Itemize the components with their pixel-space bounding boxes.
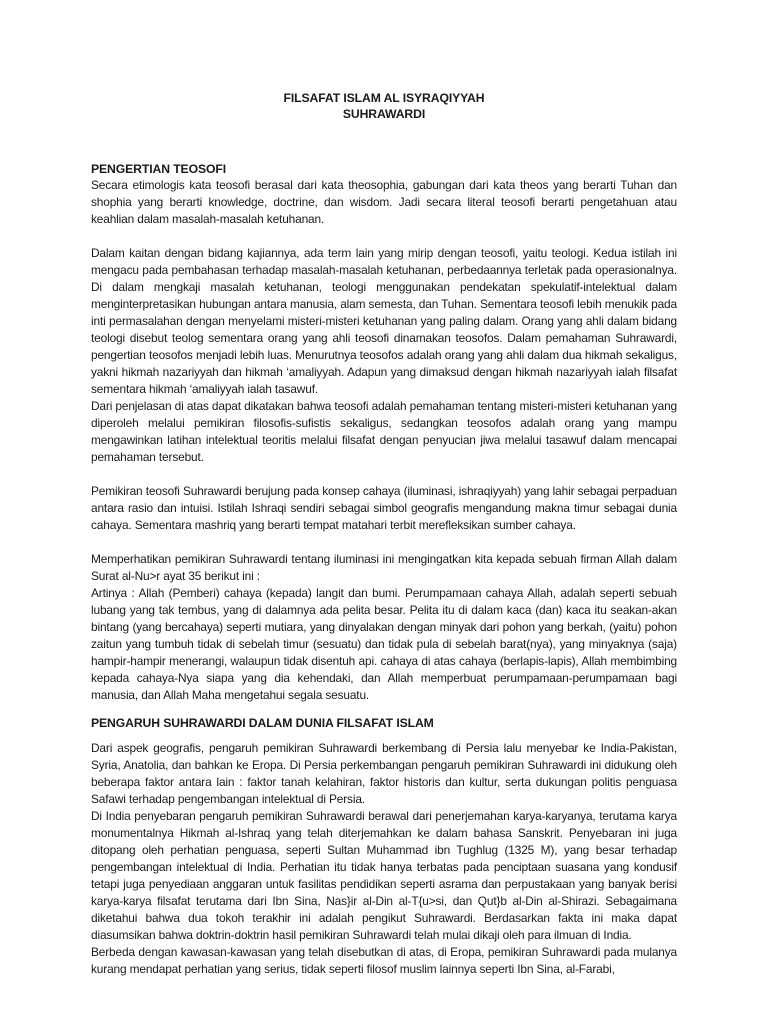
paragraph: Pemikiran teosofi Suhrawardi berujung pada konsep cahaya (iluminasi, ishraqiyyah) yang lahir sebagai perpaduan antara rasio dan intuisi. Istilah Ishraqi sendiri sebagai simbol geografis mengandung makna timur sebagai dunia cahaya. Sementara mashriq yang berarti tempat matahari terbit merefleksikan sumber cahaya. bbox=[91, 484, 677, 532]
paragraph: Dari aspek geografis, pengaruh pemikiran Suhrawardi berkembang di Persia lalu menyebar ke India-Pakistan, Syria, Anatolia, dan bahkan ke Eropa. Di Persia perkembangan pengaruh pemikiran Suhrawardi ini didukung oleh beberapa faktor antara lain : faktor tanah kelahiran, faktor historis dan kultur, serta dukungan politis penguasa Safawi terhadap pengembangan intelektual di Persia. bbox=[91, 741, 677, 806]
paragraph: Secara etimologis kata teosofi berasal dari kata theosophia, gabungan dari kata theos yang berarti Tuhan dan shophia yang berarti knowledge, doctrine, dan wisdom. Jadi secara literal teosofi berarti pengetahuan atau keahlian dalam masalah-masalah ketuhanan. bbox=[91, 178, 677, 226]
title-line-1: FILSAFAT ISLAM AL ISYRAQIYYAH bbox=[283, 91, 485, 105]
section-heading-pengertian-teosofi: PENGERTIAN TEOSOFI bbox=[91, 162, 226, 176]
paragraph: Di India penyebaran pengaruh pemikiran Suhrawardi berawal dari penerjemahan karya-karyanya, terutama karya monumentalnya Hikmah al-Ishraq yang telah diterjemahkan ke dalam bahasa Sanskrit. Penyebaran ini juga ditopang oleh perhatian penguasa, seperti Sultan Muhammad ibn Tughlug (1325 M), yang besar terhadap pengembangan intelektual di India. Perhatian itu tidak hanya terbatas pada penciptaan suasana yang kondusif tetapi juga penyediaan anggaran untuk fasilitas pendidikan seperti asrama dan perpustakaan yang banyak berisi karya-karya filsafat terutama dari Ibn Sina, Nas}ir al-Din al-T{u>si, dan Qut}b al-Din al-Shirazi. Sebagaimana diketahui bahwa dua tokoh terakhir ini adalah pengikut Suhrawardi. Berdasarkan fakta ini maka dapat diasumsikan bahwa doktrin-doktrin hasil pemikiran Suhrawardi telah mulai dikaji oleh para ilmuan di India. bbox=[91, 809, 677, 942]
paragraph: Memperhatikan pemikiran Suhrawardi tentang iluminasi ini mengingatkan kita kepada sebuah firman Allah dalam Surat al-Nu>r ayat 35 berikut ini : bbox=[91, 552, 677, 583]
section-heading-pengaruh-suhrawardi: PENGARUH SUHRAWARDI DALAM DUNIA FILSAFAT ISLAM bbox=[91, 716, 434, 730]
document-body bbox=[91, 161, 677, 978]
verse-translation-paragraph: Artinya : Allah (Pemberi) cahaya (kepada) langit dan bumi. Perumpamaan cahaya Allah, adalah seperti sebuah lubang yang tak tembus, yang di dalamnya ada pelita besar. Pelita itu di dalam kaca (dan) kaca itu seakan-akan bintang (yang bercahaya) seperti mutiara, yang dinyalakan dengan minyak dari pohon yang berkah, (yaitu) pohon zaitun yang tumbuh tidak di sebelah timur (sesuatu) dan tidak pula di sebelah barat(nya), yang minyaknya (saja) hampir-hampir menerangi, walaupun tidak disentuh api. cahaya di atas cahaya (berlapis-lapis), Allah membimbing kepada cahaya-Nya siapa yang dia kehendaki, dan Allah memperbuat perumpamaan-perumpamaan bagi manusia, dan Allah Maha mengetahui segala sesuatu. bbox=[91, 586, 677, 702]
document-title bbox=[0, 90, 768, 122]
paragraph: Berbeda dengan kawasan-kawasan yang telah disebutkan di atas, di Eropa, pemikiran Suhrawardi pada mulanya kurang mendapat perhatian yang serius, tidak seperti filosof muslim lainnya seperti Ibn Sina, al-Farabi, bbox=[91, 945, 677, 976]
paragraph: Dari penjelasan di atas dapat dikatakan bahwa teosofi adalah pemahaman tentang misteri-misteri ketuhanan yang diperoleh melalui pemikiran filosofis-sufistis sekaligus, sedangkan teosofos adalah orang yang mampu mengawinkan latihan intelektual teoritis melalui filsafat dengan penyucian jiwa melalui tasawuf dalam mencapai pemahaman tersebut. bbox=[91, 399, 677, 464]
title-line-2: SUHRAWARDI bbox=[342, 107, 426, 121]
paragraph: Dalam kaitan dengan bidang kajiannya, ada term lain yang mirip dengan teosofi, yaitu teologi. Kedua istilah ini mengacu pada pembahasan terhadap masalah-masalah ketuhanan, perbedaannya terletak pada operasionalnya. Di dalam mengkaji masalah ketuhanan, teologi menggunakan pendekatan spekulatif-intelektual dalam menginterpretasikan hubungan antara manusia, alam semesta, dan Tuhan. Sementara teosofi lebih menukik pada inti permasalahan dengan menyelami misteri-misteri ketuhanan yang paling dalam. Orang yang ahli dalam bidang teologi disebut teolog sementara orang yang ahli teosofi dinamakan teosofos. Dalam pemahaman Suhrawardi, pengertian teosofos menjadi lebih luas. Menurutnya teosofos adalah orang yang ahli dalam dua hikmah sekaligus, yakni hikmah nazariyyah dan hikmah ‘amaliyyah. Adapun yang dimaksud dengan hikmah nazariyyah ialah filsafat sementara hikmah ‘amaliyyah ialah tasawuf. bbox=[91, 246, 677, 396]
